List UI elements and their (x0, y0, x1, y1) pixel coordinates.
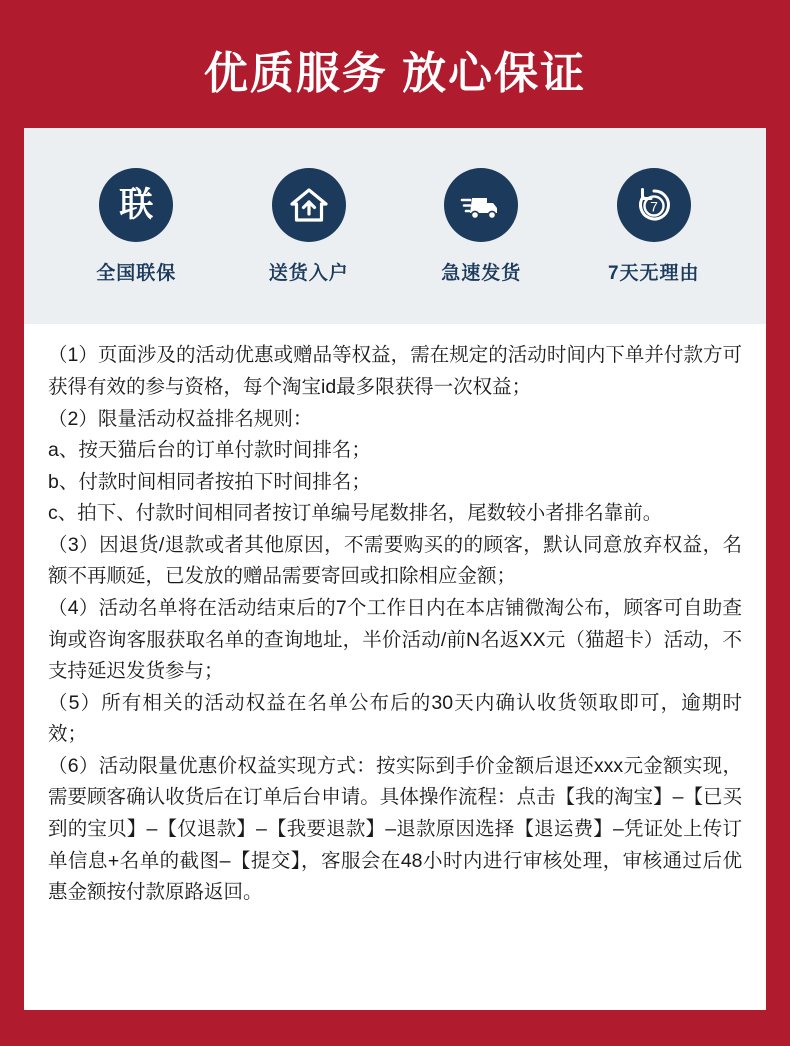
page-title: 优质服务 放心保证 (203, 49, 587, 98)
lian-text-icon: 联 (99, 168, 173, 242)
badge-label: 急速发货 (441, 262, 522, 284)
content-card (24, 128, 766, 1010)
term-paragraph: （5）所有相关的活动权益在名单公布后的30天内确认收货领取即可，逾期时效； (48, 691, 742, 746)
term-paragraph: （1）页面涉及的活动优惠或赠品等权益，需在规定的活动时间内下单并付款方可获得有效的参与资格，每个淘宝id最多限获得一次权益； (48, 344, 742, 398)
badge-label: 7天无理由 (607, 262, 700, 284)
seven-day-return-icon (617, 168, 691, 242)
badge-item (56, 168, 216, 285)
term-paragraph: （6）活动限量优惠价权益实现方式：按实际到手价金额后退还xxx元金额实现，需要顾客确认收货后在订单后台申请。具体操作流程：点击【我的淘宝】–【已买到的宝贝】–【仅退款】–【我要退款】–退款原因选择【退运费】–凭证处上传订单信息+名单的截图–【提交】，客服会在48小时内进行审核处理，审核通过后优惠金额按付款原路返回。 (48, 754, 742, 904)
fast-truck-icon (444, 168, 518, 242)
badge-item (229, 168, 389, 285)
service-badges (24, 128, 766, 324)
term-paragraph: （2）限量活动权益排名规则： (48, 407, 313, 430)
term-paragraph: a、按天猫后台的订单付款时间排名； (48, 439, 371, 462)
term-paragraph: （3）因退货/退款或者其他原因，不需要购买的的顾客，默认同意放弃权益，名额不再顺延，已发放的赠品需要寄回或扣除相应金额； (48, 533, 742, 588)
terms-list (24, 324, 766, 1010)
badge-item (401, 168, 561, 285)
badge-label: 送货入户 (268, 262, 349, 284)
house-delivery-icon (272, 168, 346, 242)
term-paragraph: c、拍下、付款时间相同者按订单编号尾数排名，尾数较小者排名靠前。 (48, 502, 663, 525)
badge-label: 全国联保 (96, 262, 177, 284)
badge-item (574, 168, 734, 285)
term-paragraph: b、付款时间相同者按拍下时间排名； (48, 470, 371, 493)
term-paragraph: （4）活动名单将在活动结束后的7个工作日内在本店铺微淘公布，顾客可自助查询或咨询客服获取名单的查询地址，半价活动/前N名返XX元（猫超卡）活动，不支持延迟发货参与； (48, 597, 742, 683)
svg-text:7: 7 (649, 198, 658, 215)
